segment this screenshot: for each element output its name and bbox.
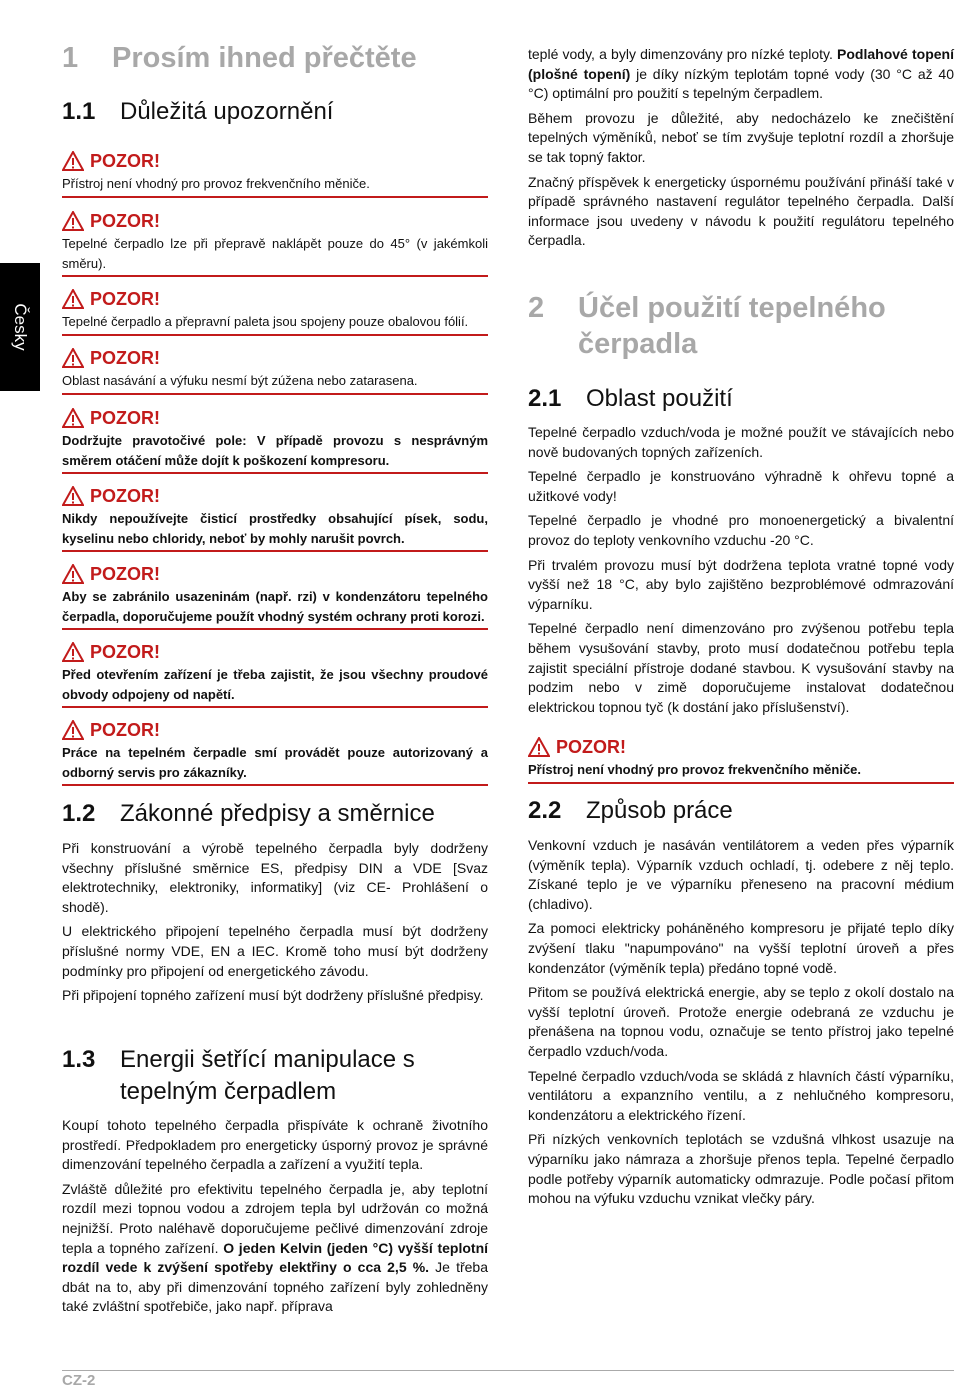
warning-triangle-icon (62, 151, 84, 171)
paragraph: Tepelné čerpadlo není dimenzováno pro zvýšenou potřebu tepla během vysušování stavby, proto musí dodatečnou potřebu tepla zajistit speciální přístroje dodané stavbou. K vysušování stavby na podzim nebo v zimě doporučujeme instalovat dodatečnou elektrickou topnou tyč (k dostání jako příslušenství). (528, 620, 954, 715)
chapter-1-heading (62, 40, 417, 76)
language-tab-label: Česky (11, 303, 30, 351)
paragraph-text: teplé vody, a byly dimenzovány pro nízké teploty. (528, 46, 838, 62)
section-1-2-title: Zákonné předpisy a směrnice (120, 800, 435, 827)
warning-triangle-icon (62, 642, 84, 662)
section-2-2-title: Způsob práce (586, 797, 733, 824)
warning-label: POZOR! (90, 407, 160, 428)
paragraph: Při připojení topného zařízení musí být dodrženy příslušné předpisy. (62, 987, 484, 1004)
paragraph (62, 1180, 488, 1317)
section-1-2-body (62, 839, 488, 1006)
warning-triangle-icon (62, 564, 84, 584)
paragraph: U elektrického připojení tepelného čerpadla musí být dodrženy příslušné normy VDE, EN a IEC. Kromě toho musí být dodrženy podmínky pro připojení od energetického závodu. (62, 923, 488, 979)
chapter-2-heading (528, 290, 886, 362)
paragraph: Během provozu je důležité, aby nedocházelo ke znečištění tepelných výměníků, neboť se tím zvyšuje teplotní rozdíl a zhoršuje se tak topný faktor. (528, 109, 954, 165)
paragraph-text: je díky nízkým teplotám topné vody (30 °C až 40 °C) optimální pro použití s tepelným čerpadlem. (528, 65, 954, 102)
warning-text: Dodržujte pravotočivé pole: V případě provozu s nesprávným směrem otáčení může dojít k poškození kompresoru. (62, 433, 488, 468)
section-1-3-heading (62, 1044, 488, 1108)
paragraph-text: Zvláště důležité pro efektivitu tepelného čerpadla je, aby teplotní rozdíl mezi topnou vodou a zdrojem tepla byl udržován co možná nejnižší. Proto naléhavě doporučujeme pečlivé dimenzování zdroje tepla a topného zařízení. (62, 1180, 488, 1256)
warning-label: POZOR! (90, 210, 160, 231)
warning-box (62, 719, 488, 786)
section-2-2-heading (528, 795, 733, 827)
warning-box (62, 210, 488, 277)
footer-divider (62, 1370, 954, 1371)
paragraph: Venkovní vzduch je nasáván ventilátorem a veden přes výparník (výměník tepla). Výparník vzduch ochladí, tj. odebere z něj teplo. Získané teplo je ve výparníku přeneseno na pracovní médium (chladivo). (528, 837, 954, 912)
paragraph: Přitom se používá elektrická energie, aby se teplo z okolí dostalo na vyšší teplotní úroveň. Protože energie odebraná ze vzduchu je přenášena na topnou vodu, označuje se tento přístroj jako tepelné čerpadlo vzduch/voda. (528, 984, 954, 1059)
section-1-3-number: 1.3 (62, 1046, 96, 1073)
warning-label: POZOR! (90, 719, 160, 740)
warning-text: Aby se zabránilo usazeninám (např. rzi) v kondenzátoru tepelného čerpadla, doporučujeme použít vhodný systém ochrany proti korozi. (62, 589, 488, 624)
chapter-2-number: 2 (528, 292, 545, 324)
paragraph: Při trvalém provozu musí být dodržena teplota vratné topné vody vyšší než 18 °C, aby bylo zajištěno bezproblémové odmrazování výparníku. (528, 556, 954, 612)
paragraph-emphasis: Podlahové topení (plošné topení) (528, 46, 954, 82)
section-1-1-heading (62, 96, 333, 128)
page-number: CZ-2 (62, 1372, 96, 1389)
warning-box (62, 288, 488, 336)
section-2-1-heading (528, 383, 733, 415)
chapter-1-number: 1 (62, 42, 79, 74)
warning-text: Práce na tepelném čerpadle smí provádět pouze autorizovaný a odborný servis pro zákazníky. (62, 745, 488, 780)
warning-text: Před otevřením zařízení je třeba zajistit, že jsou všechny proudové obvody odpojeny od napětí. (62, 667, 488, 702)
section-1-2-heading (62, 798, 435, 830)
section-1-3-body (62, 1116, 488, 1317)
warning-text: Tepelné čerpadlo a přepravní paleta jsou spojeny pouze obalovou fólií. (62, 314, 469, 329)
warning-triangle-icon (62, 211, 84, 231)
section-2-1-body (528, 423, 954, 717)
section-1-2-number: 1.2 (62, 800, 96, 827)
paragraph: Tepelné čerpadlo je vhodné pro monoenergetický a bivalentní provoz do teploty venkovního vzduchu -20 °C. (528, 512, 954, 548)
paragraph-emphasis: O jeden Kelvin (jeden °C) vyšší teplotní rozdíl vede k zvýšení spotřeby elektřiny o cca 2,5 %. (62, 1239, 489, 1276)
warning-label: POZOR! (556, 736, 626, 757)
warning-triangle-icon (62, 348, 84, 368)
paragraph: Koupí tohoto tepelného čerpadla přispíváte k ochraně životního prostředí. Předpokladem pro energeticky úsporný provoz je správné dimenzování tepelného čerpadla a zařízení a využití tepla. (62, 1117, 488, 1173)
paragraph: Při konstruování a výrobě tepelného čerpadla byly dodrženy všechny příslušné směrnice ES, předpisy DIN a VDE [Svaz elektrotechniky, elektroniky, informatiky] (viz CE- Prohlášení o shodě). (62, 840, 488, 915)
paragraph: Tepelné čerpadlo vzduch/voda je možné použít ve stávajících nebo nově budovaných topných zařízeních. (528, 424, 954, 460)
warning-text: Přístroj není vhodný pro provoz frekvenčního měniče. (528, 762, 862, 777)
language-side-tab (0, 263, 40, 391)
warning-box (62, 407, 488, 474)
chapter-1-title: Prosím ihned přečtěte (112, 42, 417, 74)
warning-triangle-icon (62, 408, 84, 428)
warning-label: POZOR! (90, 641, 160, 662)
chapter-2-title-line-2: čerpadla (578, 328, 698, 360)
warning-label: POZOR! (90, 288, 160, 309)
section-2-2-body (528, 836, 954, 1209)
warning-label: POZOR! (90, 347, 160, 368)
warning-triangle-icon (528, 737, 550, 757)
warning-label: POZOR! (90, 563, 160, 584)
warning-triangle-icon (62, 289, 84, 309)
section-2-1-title: Oblast použití (586, 385, 733, 412)
energy-continued-body (528, 45, 954, 251)
warning-text: Tepelné čerpadlo lze při přepravě naklápět pouze do 45° (v jakémkoli směru). (62, 236, 488, 271)
paragraph: Tepelné čerpadlo je konstruováno výhradně k ohřevu topné a užitkové vody! (528, 468, 954, 504)
paragraph: Za pomoci elektricky poháněného kompresoru je přijaté teplo díky zvýšení tlaku "napumpováno" na vyšší teplotní úroveň a přes kondenzátor (výměník tepla) předáno topné vodě. (528, 920, 954, 976)
warning-label: POZOR! (90, 150, 160, 171)
warning-text: Přístroj není vhodný pro provoz frekvenčního měniče. (62, 176, 370, 191)
paragraph-text: Je třeba dbát na to, aby při dimenzování topného zařízení byly zohledněny také zvláštní spotřebiče, jako např. příprava (62, 1259, 488, 1315)
section-1-1-title: Důležitá upozornění (120, 98, 334, 125)
warning-text: Nikdy nepoužívejte čisticí prostředky obsahující písek, sodu, kyselinu nebo chloridy, neboť by mohly narušit povrch. (62, 511, 488, 546)
paragraph: Tepelné čerpadlo vzduch/voda se skládá z hlavních částí výparníku, ventilátoru a expanzního ventilu, a z nehlučného kompresoru, kondenzátoru a elektrického řízení. (528, 1067, 954, 1123)
section-2-2-number: 2.2 (528, 797, 562, 824)
warning-label: POZOR! (90, 485, 160, 506)
warning-box (528, 736, 954, 784)
warning-box (62, 641, 488, 708)
warning-box (62, 563, 488, 630)
warning-text: Oblast nasávání a výfuku nesmí být zúžena nebo zatarasena. (62, 373, 418, 388)
section-1-1-number: 1.1 (62, 98, 96, 125)
warning-triangle-icon (62, 720, 84, 740)
section-1-3-title: Energii šetřící manipulace s tepelným čerpadlem (120, 1046, 415, 1105)
section-2-1-number: 2.1 (528, 385, 562, 412)
warning-box (62, 485, 488, 552)
warning-box (62, 150, 488, 198)
chapter-2-title-line-1: Účel použití tepelného (578, 292, 886, 324)
warning-triangle-icon (62, 486, 84, 506)
paragraph: Při nízkých venkovních teplotách se vzdušná vlhkost usazuje na výparníku jako námraza a zhoršuje přenos tepla. Tepelné čerpadlo podle potřeby výparník automaticky odmrazuje. Podle počasí přitom mohou na výfuku vzduchu vznikat vlečky páry. (528, 1131, 954, 1207)
paragraph (528, 45, 954, 104)
paragraph: Značný příspěvek k energeticky úspornému používání přináší také v případě správného nastavení regulátor tepelného čerpadla. Další informace jsou uvedeny v návodu k použití regulátoru tepelného čerpadla. (528, 173, 954, 249)
warning-box (62, 347, 488, 395)
